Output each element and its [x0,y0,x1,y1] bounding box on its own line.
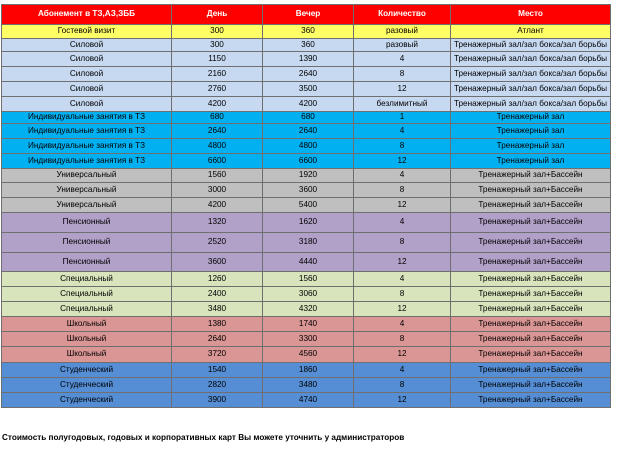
cell-subscription: Индивидуальные занятия в ТЗ [2,139,172,154]
cell-day-price: 1260 [172,272,263,287]
cell-subscription: Силовой [2,97,172,112]
cell-day-price: 1380 [172,317,263,332]
cell-subscription: Силовой [2,67,172,82]
table-row [2,183,611,198]
header-day: День [172,5,263,25]
cell-evening-price: 360 [263,39,354,52]
cell-evening-price: 4800 [263,139,354,154]
table-row [2,347,611,363]
cell-evening-price: 1860 [263,363,354,378]
cell-day-price: 3900 [172,393,263,408]
cell-quantity: 8 [354,183,451,198]
cell-subscription: Гостевой визит [2,25,172,39]
cell-evening-price: 5400 [263,198,354,213]
cell-day-price: 2640 [172,332,263,347]
table-row [2,253,611,272]
cell-place: Тренажерный зал/зал бокса/зал борьбы [451,82,611,97]
cell-evening-price: 4320 [263,302,354,317]
cell-subscription: Школьный [2,317,172,332]
cell-evening-price: 6600 [263,154,354,169]
cell-day-price: 2760 [172,82,263,97]
table-row [2,317,611,332]
cell-place: Тренажерный зал+Бассейн [451,233,611,253]
cell-evening-price: 4440 [263,253,354,272]
cell-day-price: 4800 [172,139,263,154]
cell-quantity: 12 [354,347,451,363]
cell-subscription: Универсальный [2,198,172,213]
cell-subscription: Студенческий [2,393,172,408]
table-row [2,287,611,302]
table-row [2,393,611,408]
cell-quantity: 4 [354,169,451,183]
cell-day-price: 6600 [172,154,263,169]
cell-day-price: 3600 [172,253,263,272]
cell-quantity: 8 [354,332,451,347]
cell-place: Тренажерный зал [451,154,611,169]
cell-place: Тренажерный зал+Бассейн [451,378,611,393]
cell-subscription: Силовой [2,39,172,52]
cell-place: Тренажерный зал+Бассейн [451,169,611,183]
cell-day-price: 2520 [172,233,263,253]
cell-quantity: 8 [354,139,451,154]
table-row [2,332,611,347]
cell-evening-price: 4200 [263,97,354,112]
cell-quantity: 4 [354,272,451,287]
cell-day-price: 1540 [172,363,263,378]
cell-evening-price: 360 [263,25,354,39]
header-quantity: Количество [354,5,451,25]
cell-day-price: 300 [172,25,263,39]
header-evening: Вечер [263,5,354,25]
cell-evening-price: 2640 [263,67,354,82]
cell-quantity: 8 [354,233,451,253]
cell-subscription: Пенсионный [2,213,172,233]
cell-quantity: разовый [354,25,451,39]
cell-place: Тренажерный зал/зал бокса/зал борьбы [451,67,611,82]
cell-subscription: Индивидуальные занятия в ТЗ [2,124,172,139]
cell-evening-price: 1560 [263,272,354,287]
cell-quantity: 4 [354,363,451,378]
footnote: Стоимость полугодовых, годовых и корпоративных карт Вы можете уточнить у администраторов [2,433,405,442]
cell-day-price: 1560 [172,169,263,183]
cell-quantity: 8 [354,287,451,302]
cell-subscription: Школьный [2,347,172,363]
table-row [2,52,611,67]
cell-evening-price: 3480 [263,378,354,393]
cell-place: Тренажерный зал+Бассейн [451,198,611,213]
cell-quantity: 8 [354,378,451,393]
table-row [2,112,611,124]
table-row [2,272,611,287]
cell-quantity: 4 [354,213,451,233]
cell-quantity: 4 [354,317,451,332]
cell-day-price: 1150 [172,52,263,67]
cell-place: Тренажерный зал+Бассейн [451,332,611,347]
table-row [2,82,611,97]
cell-place: Тренажерный зал+Бассейн [451,253,611,272]
table-row [2,39,611,52]
cell-subscription: Индивидуальные занятия в ТЗ [2,154,172,169]
table-row [2,67,611,82]
table-body [2,25,611,408]
cell-place: Тренажерный зал/зал бокса/зал борьбы [451,97,611,112]
table-row [2,302,611,317]
cell-day-price: 2640 [172,124,263,139]
cell-evening-price: 3300 [263,332,354,347]
cell-subscription: Силовой [2,82,172,97]
cell-day-price: 680 [172,112,263,124]
table-header-row [2,5,611,25]
table-row [2,233,611,253]
cell-evening-price: 3600 [263,183,354,198]
cell-quantity: 12 [354,82,451,97]
cell-subscription: Универсальный [2,183,172,198]
cell-evening-price: 4740 [263,393,354,408]
cell-day-price: 3480 [172,302,263,317]
cell-subscription: Школьный [2,332,172,347]
cell-evening-price: 1920 [263,169,354,183]
cell-place: Тренажерный зал [451,139,611,154]
cell-evening-price: 3180 [263,233,354,253]
cell-quantity: 4 [354,52,451,67]
cell-subscription: Студенческий [2,378,172,393]
cell-place: Тренажерный зал+Бассейн [451,213,611,233]
cell-quantity: 12 [354,302,451,317]
cell-place: Тренажерный зал+Бассейн [451,302,611,317]
cell-quantity: 12 [354,253,451,272]
cell-evening-price: 2640 [263,124,354,139]
price-table [1,4,611,408]
cell-day-price: 4200 [172,97,263,112]
table-row [2,198,611,213]
cell-subscription: Индивидуальные занятия в ТЗ [2,112,172,124]
cell-place: Тренажерный зал [451,124,611,139]
cell-day-price: 4200 [172,198,263,213]
cell-place: Тренажерный зал/зал бокса/зал борьбы [451,52,611,67]
cell-day-price: 2400 [172,287,263,302]
cell-subscription: Пенсионный [2,233,172,253]
cell-subscription: Силовой [2,52,172,67]
cell-evening-price: 680 [263,112,354,124]
table-row [2,378,611,393]
table-row [2,169,611,183]
cell-quantity: 1 [354,112,451,124]
cell-place: Атлант [451,25,611,39]
cell-subscription: Пенсионный [2,253,172,272]
cell-place: Тренажерный зал+Бассейн [451,183,611,198]
cell-quantity: 12 [354,393,451,408]
table-row [2,97,611,112]
table-row [2,124,611,139]
table-row [2,25,611,39]
cell-place: Тренажерный зал [451,112,611,124]
cell-place: Тренажерный зал+Бассейн [451,363,611,378]
header-place: Место [451,5,611,25]
cell-day-price: 2160 [172,67,263,82]
table-row [2,139,611,154]
cell-evening-price: 1620 [263,213,354,233]
cell-day-price: 3000 [172,183,263,198]
cell-place: Тренажерный зал+Бассейн [451,347,611,363]
cell-place: Тренажерный зал+Бассейн [451,393,611,408]
cell-evening-price: 3060 [263,287,354,302]
cell-evening-price: 1390 [263,52,354,67]
cell-quantity: 4 [354,124,451,139]
cell-subscription: Специальный [2,302,172,317]
cell-day-price: 1320 [172,213,263,233]
cell-day-price: 300 [172,39,263,52]
cell-place: Тренажерный зал+Бассейн [451,272,611,287]
cell-quantity: разовый [354,39,451,52]
cell-evening-price: 1740 [263,317,354,332]
table-row [2,154,611,169]
cell-quantity: 12 [354,198,451,213]
cell-day-price: 2820 [172,378,263,393]
cell-subscription: Универсальный [2,169,172,183]
table-row [2,363,611,378]
table-row [2,213,611,233]
cell-day-price: 3720 [172,347,263,363]
cell-evening-price: 4560 [263,347,354,363]
header-subscription: Абонемент в ТЗ,АЗ,ЗББ [2,5,172,25]
cell-place: Тренажерный зал/зал бокса/зал борьбы [451,39,611,52]
cell-subscription: Студенческий [2,363,172,378]
cell-quantity: 12 [354,154,451,169]
cell-quantity: безлимитный [354,97,451,112]
cell-quantity: 8 [354,67,451,82]
cell-evening-price: 3500 [263,82,354,97]
cell-subscription: Специальный [2,287,172,302]
cell-place: Тренажерный зал+Бассейн [451,317,611,332]
cell-place: Тренажерный зал+Бассейн [451,287,611,302]
cell-subscription: Специальный [2,272,172,287]
